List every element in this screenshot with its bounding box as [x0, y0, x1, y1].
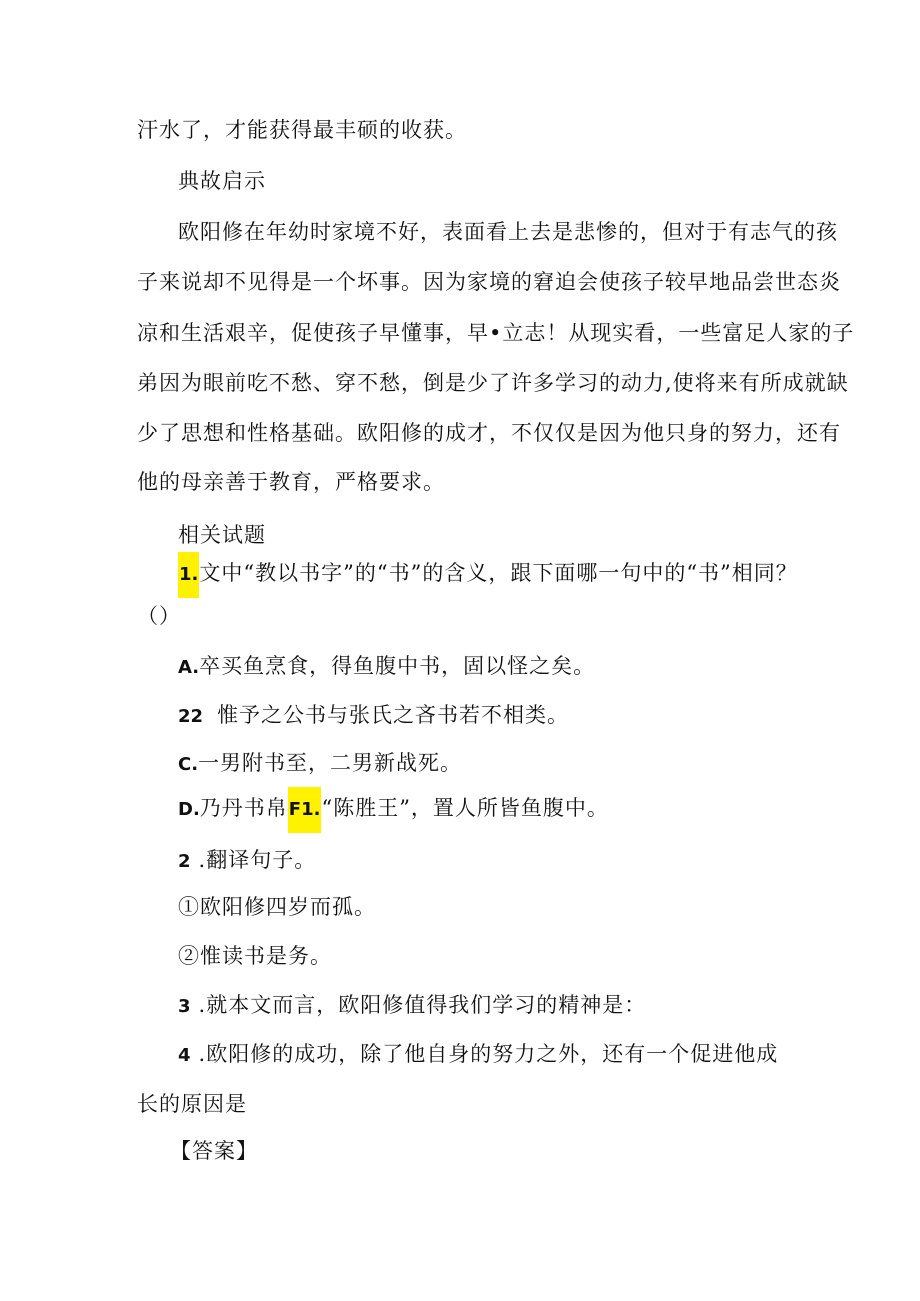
question-1 [178, 552, 798, 598]
question-2-item-1: ①欧阳修四岁而孤。 [178, 895, 376, 919]
question-3-number: 3 [178, 996, 191, 1017]
option-a [178, 651, 595, 683]
question-3-text: .就本文而言，欧阳修值得我们学习的精神是： [198, 993, 647, 1017]
option-b [178, 700, 569, 732]
commentary-line-5: 少了思想和性格基础。欧阳修的成才，不仅仅是因为他只身的努力，还有 [137, 421, 841, 445]
option-a-text: 卒买鱼烹食，得鱼腹中书，固以怪之矣。 [199, 654, 596, 678]
question-1-paren: （） [137, 604, 181, 628]
option-c-label: C. [178, 754, 199, 775]
option-d-text-1: 乃丹书帛 [199, 796, 288, 820]
commentary-line-6: 他的母亲善于教育，严格要求。 [137, 470, 445, 494]
option-c [178, 748, 462, 780]
commentary-line-4: 弟因为眼前吃不愁、穿不愁，倒是少了许多学习的动力,使将来有所成就缺 [137, 371, 849, 395]
commentary-line-3: 凉和生活艰辛，促使孩子早懂事，早•立志！从现实看，一些富足人家的子 [137, 321, 855, 345]
question-2-item-2: ②惟读书是务。 [178, 944, 332, 968]
question-1-text: 文中“教以书字”的“书”的含义，跟下面哪一句中的“书”相同？ [199, 561, 798, 585]
commentary-line-1: 欧阳修在年幼时家境不好，表面看上去是悲惨的，但对于有志气的孩 [178, 220, 838, 244]
answer-heading: 【答案】 [170, 1139, 258, 1163]
paragraph-end: 汗水了，才能获得最丰硕的收获。 [137, 118, 467, 142]
option-d-text-2: “陈胜王”，置人所皆鱼腹中。 [321, 796, 609, 820]
option-c-text: 一男附书至，二男新战死。 [198, 751, 463, 775]
section-heading: 典故启示 [178, 169, 266, 193]
option-b-text: 惟予之公书与张氏之吝书若不相类。 [217, 703, 570, 727]
questions-heading: 相关试题 [178, 523, 266, 547]
option-d-label: D. [178, 799, 200, 820]
question-2-number: 2 [178, 851, 191, 872]
option-d-highlight: F1. [288, 787, 322, 833]
option-a-label: A. [178, 657, 200, 678]
option-b-label: 22 [178, 706, 204, 727]
question-1-number: 1. [178, 552, 199, 598]
question-2-text: .翻译句子。 [198, 848, 317, 872]
question-4 [178, 1039, 778, 1071]
question-2 [178, 845, 316, 877]
question-3 [178, 990, 646, 1022]
option-d [178, 787, 609, 833]
commentary-line-2: 子来说却不见得是一个坏事。因为家境的窘迫会使孩子较早地品尝世态炎 [137, 270, 841, 294]
question-4-continuation: 长的原因是 [137, 1092, 247, 1116]
question-4-number: 4 [178, 1045, 191, 1066]
question-4-text: .欧阳修的成功，除了他自身的努力之外，还有一个促进他成 [198, 1042, 779, 1066]
